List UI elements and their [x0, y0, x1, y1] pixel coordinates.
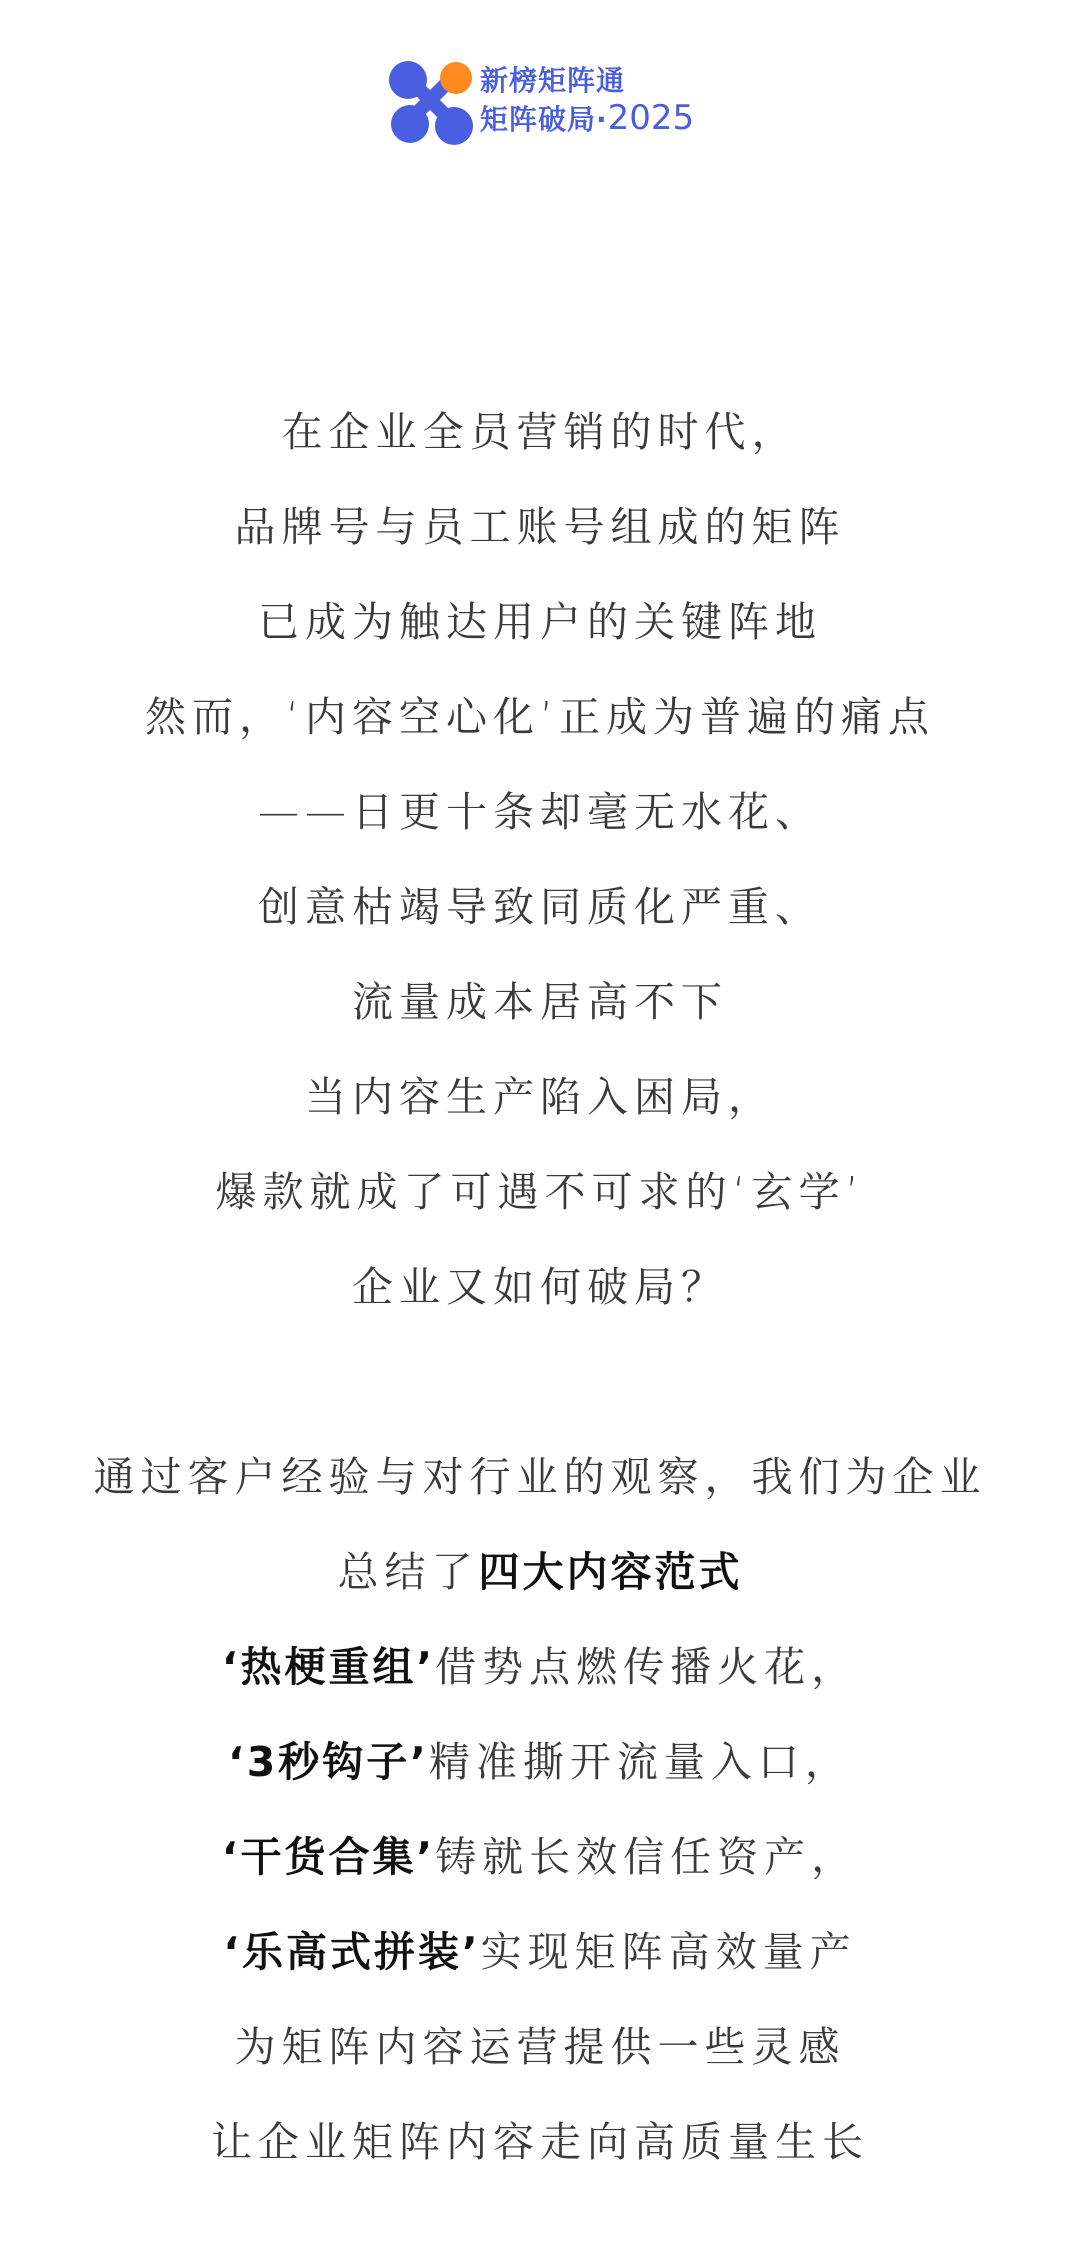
text-line: 当内容生产陷入困局， [305, 1073, 775, 1121]
text-line: ‘干货合集’铸就长效信任资产， [221, 1833, 859, 1881]
text-line: 然而，‘内容空心化’正成为普遍的痛点 [144, 693, 936, 741]
brand-name: 新榜矩阵通 [480, 64, 626, 97]
highlight-text: ‘3秒钩子’ [228, 1738, 429, 1786]
text-line: 已成为触达用户的关键阵地 [258, 598, 822, 646]
text-line: 爆款就成了可遇不可求的‘玄学’ [215, 1168, 865, 1216]
brand-logo-text [480, 64, 694, 140]
text-line: 让企业矩阵内容走向高质量生长 [211, 2118, 869, 2166]
text-line: 在企业全员营销的时代， [281, 408, 799, 456]
text-line: 总结了四大内容范式 [337, 1548, 743, 1596]
text-line: 为矩阵内容运营提供一些灵感 [234, 2023, 846, 2071]
brand-logo [388, 58, 698, 148]
text-line: 品牌号与员工账号组成的矩阵 [234, 503, 846, 551]
text-line: ——日更十条却毫无水花、 [258, 788, 822, 836]
highlight-text: ‘乐高式拼装’ [223, 1928, 481, 1976]
highlight-text: ‘干货合集’ [221, 1833, 436, 1881]
brand-slogan: 矩阵破局·2025 [480, 98, 695, 138]
text-line: ‘热梗重组’借势点燃传播火花， [221, 1643, 859, 1691]
text-line: ‘3秒钩子’精准撕开流量入口， [228, 1738, 852, 1786]
text-line: 流量成本居高不下 [352, 978, 728, 1026]
brand-logo-icon [388, 58, 478, 148]
highlight-text: 四大内容范式 [478, 1548, 743, 1596]
text-line: 企业又如何破局？ [352, 1263, 728, 1311]
text-line: ‘乐高式拼装’实现矩阵高效量产 [223, 1928, 857, 1976]
text-line: 通过客户经验与对行业的观察，我们为企业 [93, 1453, 987, 1501]
text-line: 创意枯竭导致同质化严重、 [258, 883, 822, 931]
highlight-text: ‘热梗重组’ [221, 1643, 436, 1691]
brand-year: 2025 [607, 98, 695, 138]
